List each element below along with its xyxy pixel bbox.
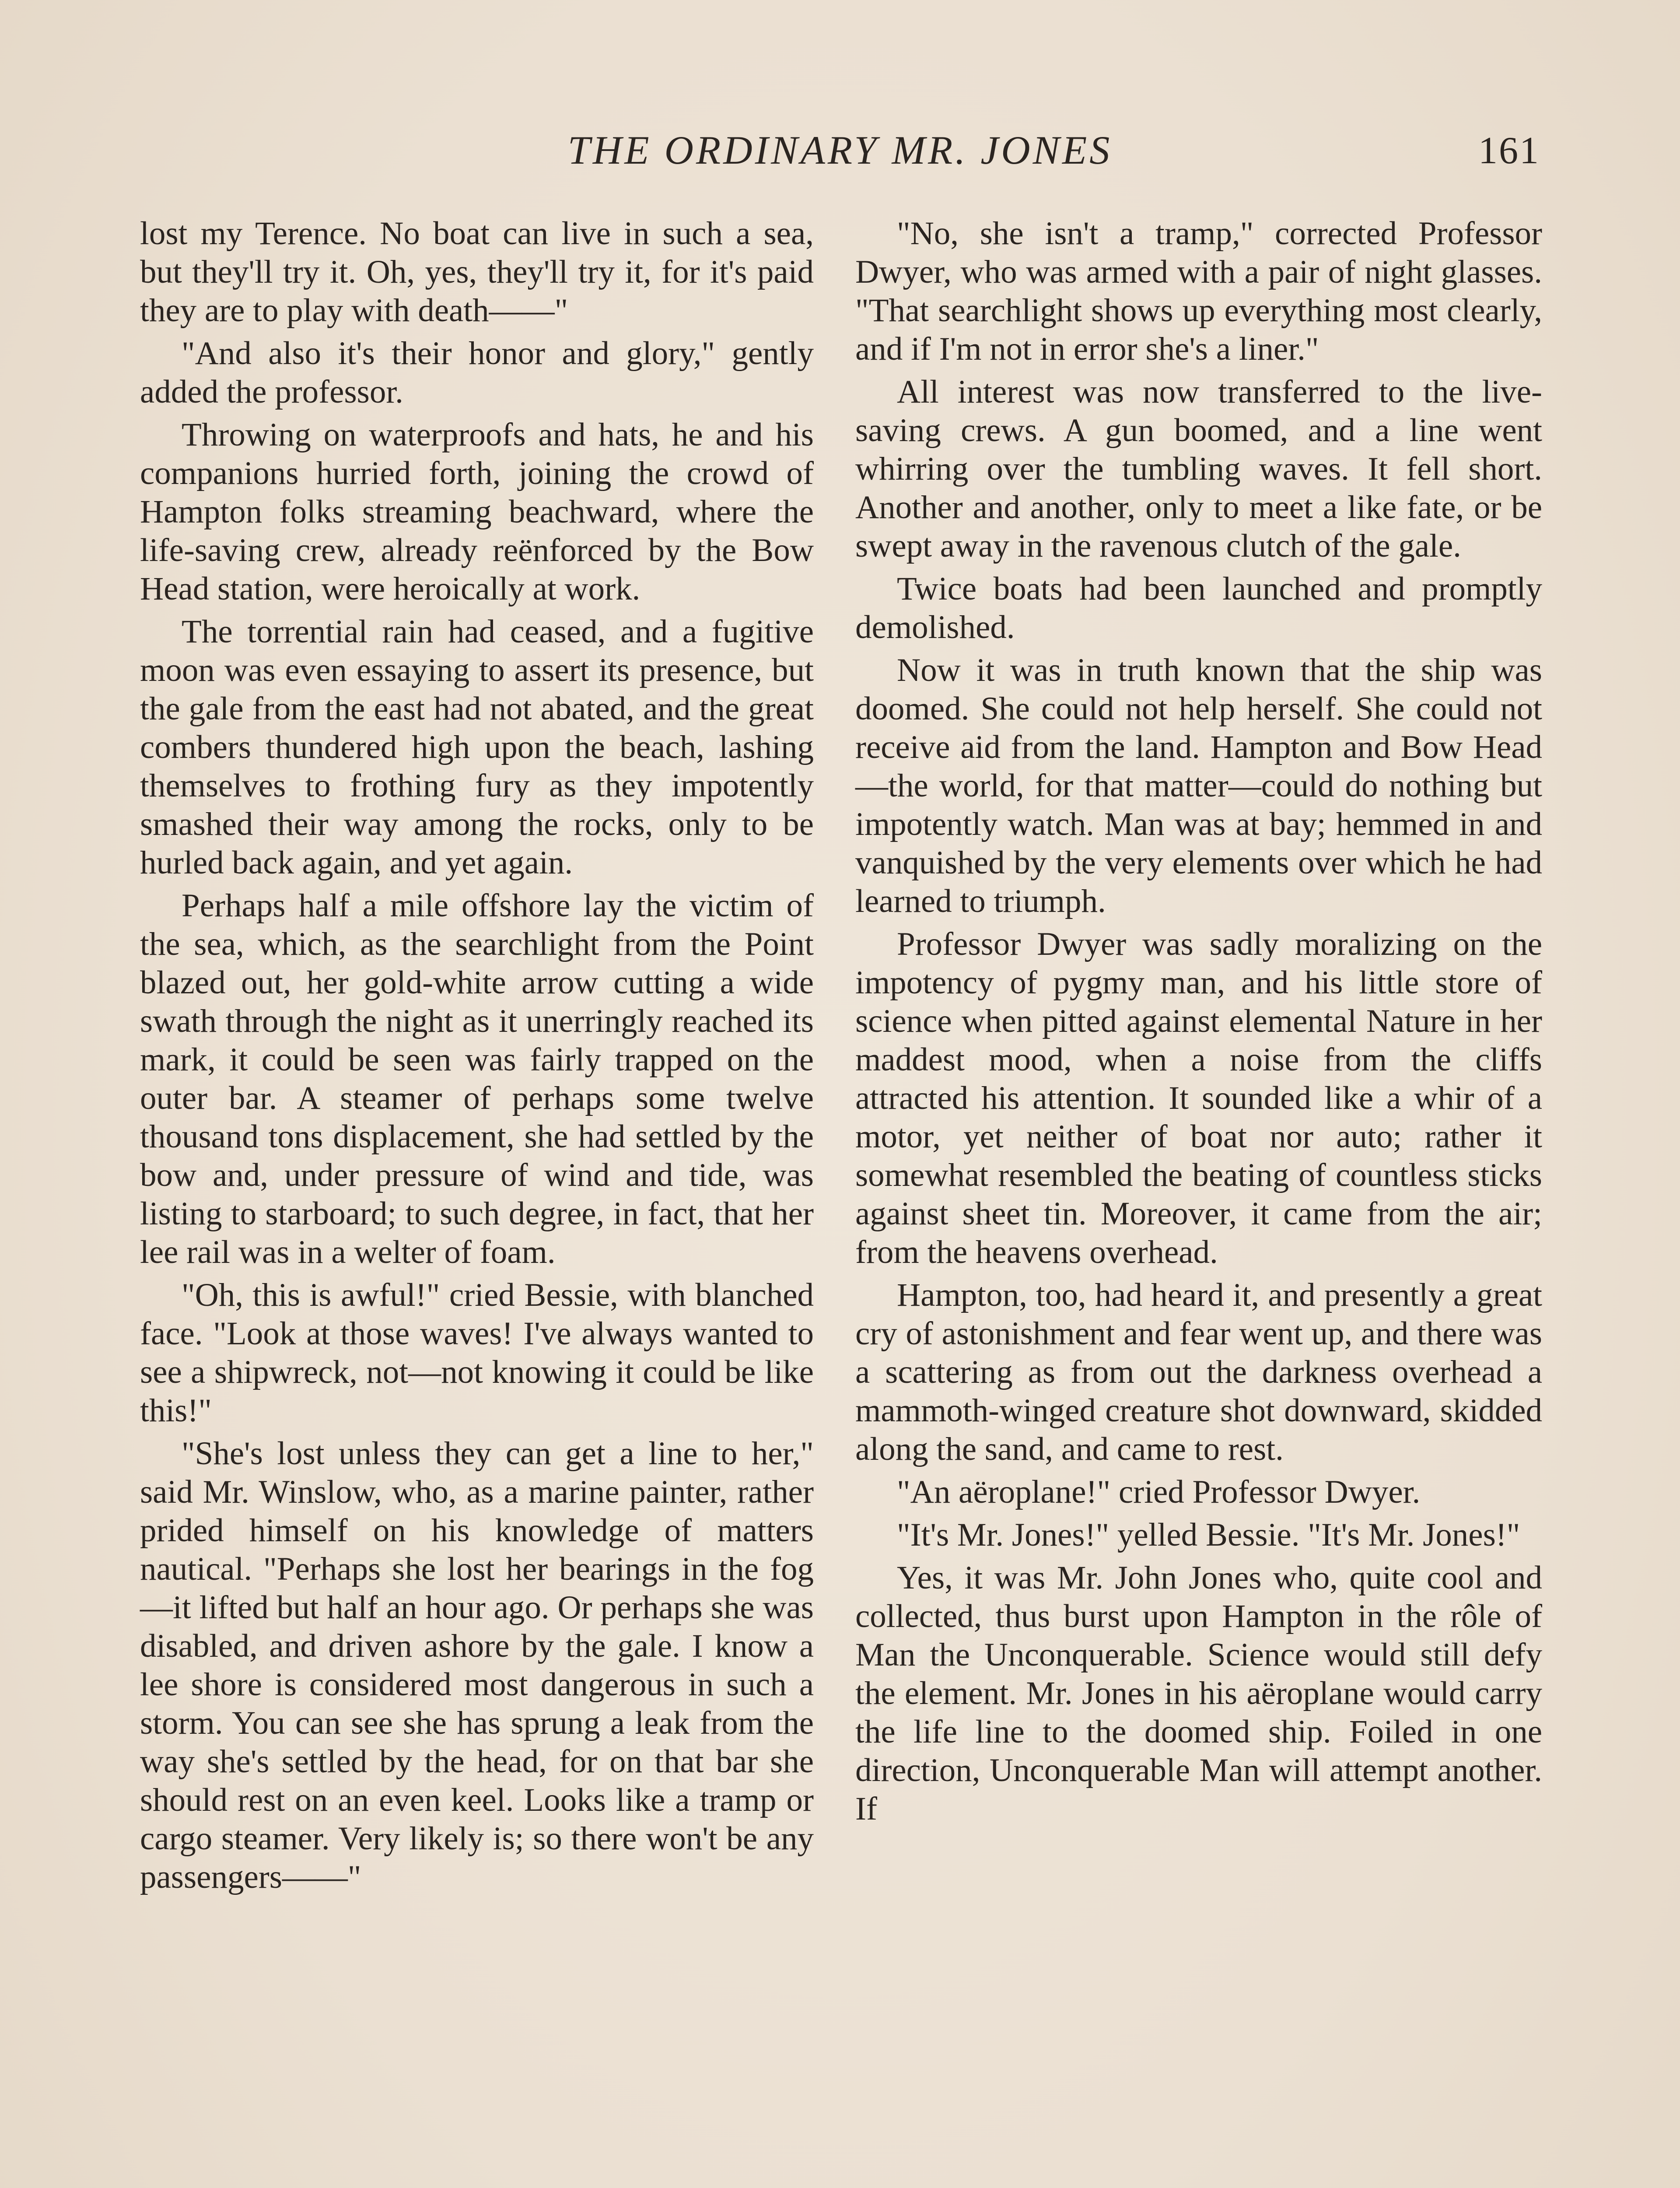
paragraph: "She's lost unless they can get a line to her," said Mr. Winslow, who, as a marine painter, rather prided himself on his knowledge of matters nautical. "Perhaps she lost her bearings in the fog—it lifted but half an hour ago. Or perhaps she was disabled, and driven ashore by the gale. I know a lee shore is considered most dangerous in such a storm. You can see she has sprung a leak from the way she's settled by the head, for on that bar she should rest on an even keel. Looks like a tramp or cargo steamer. Very likely is; so there won't be any passengers——" xyxy=(140,1435,814,1895)
paragraph: "An aëroplane!" cried Professor Dwyer. xyxy=(897,1474,1421,1510)
paragraph: The torrential rain had ceased, and a fugitive moon was even essaying to assert its presence, but the gale from the east had not abated, and the great combers thundered high upon the beach, lashing themselves to frothing fury as they impotently smashed their way among the rocks, only to be hurled back again, and yet again. xyxy=(140,614,814,881)
running-head xyxy=(131,127,1549,188)
paragraph: Hampton, too, had heard it, and presently a great cry of astonishment and fear went up, and there was a scattering as from out the darkness overhead a mammoth-winged creature shot downward, skidded along the sand, and came to rest. xyxy=(855,1277,1542,1467)
paragraph: Perhaps half a mile offshore lay the victim of the sea, which, as the searchlight from the Point blazed out, her gold-white arrow cutting a wide swath through the night as it unerringly reached its mark, it could be seen was fairly trapped on the outer bar. A steamer of perhaps some twelve thousand tons displacement, she had settled by the bow and, under pressure of wind and tide, was listing to starboard; to such degree, in fact, that her lee rail was in a welter of foam. xyxy=(140,887,814,1270)
paragraph: All interest was now transferred to the live-saving crews. A gun boomed, and a line went whirring over the tumbling waves. It fell short. Another and another, only to meet a like fate, or be swept away in the ravenous clutch of the gale. xyxy=(855,374,1542,564)
paragraph: "No, she isn't a tramp," corrected Professor Dwyer, who was armed with a pair of night glasses. "That searchlight shows up everything most clearly, and if I'm not in error she's a liner." xyxy=(855,215,1542,367)
paragraph: Throwing on waterproofs and hats, he and his companions hurried forth, joining the crowd of Hampton folks streaming beachward, where the life-saving crew, already reënforced by the Bow Head station, were heroically at work. xyxy=(140,417,814,607)
paragraph: lost my Terence. No boat can live in such a sea, but they'll try it. Oh, yes, they'll try it, for it's paid they are to play with death——" xyxy=(140,215,814,329)
paragraph: Professor Dwyer was sadly moralizing on the impotency of pygmy man, and his little store of science when pitted against elemental Nature in her maddest mood, when a noise from the cliffs attracted his attention. It sounded like a whir of a motor, yet neither of boat nor auto; rather it somewhat resembled the beating of countless sticks against sheet tin. Moreover, it came from the air; from the heavens overhead. xyxy=(855,926,1542,1270)
paragraph: Twice boats had been launched and promptly demolished. xyxy=(855,571,1542,645)
paragraph: Now it was in truth known that the ship was doomed. She could not help herself. She could not receive aid from the land. Hampton and Bow Head—the world, for that matter—could do nothing but impotently watch. Man was at bay; hemmed in and vanquished by the very elements over which he had learned to triumph. xyxy=(855,652,1542,919)
page-number: 161 xyxy=(1478,130,1540,172)
left-column xyxy=(140,214,814,1901)
paragraph: "It's Mr. Jones!" yelled Bessie. "It's Mr. Jones!" xyxy=(897,1517,1520,1553)
paragraph: "And also it's their honor and glory," gently added the professor. xyxy=(140,335,814,410)
paragraph: "Oh, this is awful!" cried Bessie, with blanched face. "Look at those waves! I've always wanted to see a shipwreck, not—not knowing it could be like this!" xyxy=(140,1277,814,1429)
running-title: THE ORDINARY MR. JONES xyxy=(567,128,1113,172)
paragraph: Yes, it was Mr. John Jones who, quite cool and collected, thus burst upon Hampton in the rôle of Man the Unconquerable. Science would still defy the element. Mr. Jones in his aëroplane would carry the life line to the doomed ship. Foiled in one direction, Unconquerable Man will attempt another. If xyxy=(855,1560,1542,1827)
right-column xyxy=(855,214,1542,1833)
